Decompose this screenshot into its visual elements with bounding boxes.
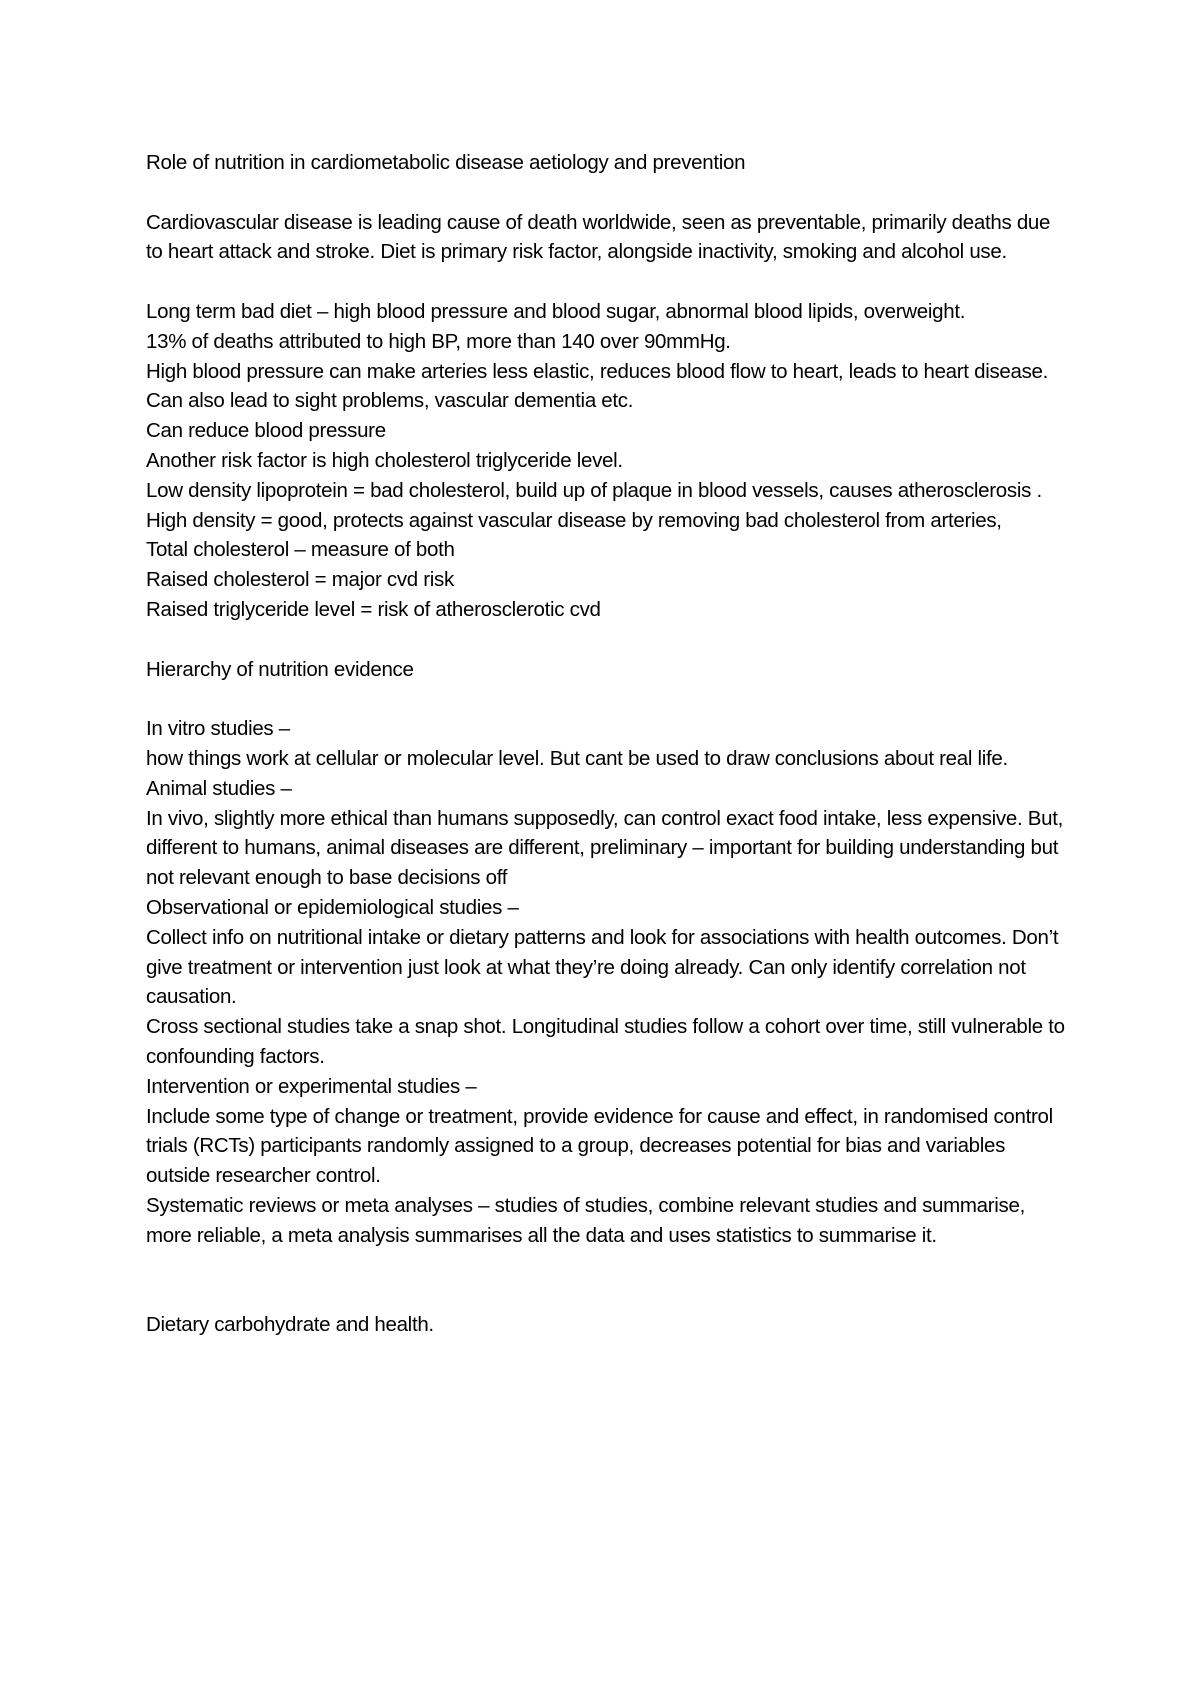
risk-line: Another risk factor is high cholesterol triglyceride level. <box>146 448 623 472</box>
evidence-line: how things work at cellular or molecular level. But cant be used to draw conclusions about real life. <box>146 746 1008 770</box>
risk-line: Low density lipoprotein = bad cholesterol, build up of plaque in blood vessels, causes atherosclerosis . <box>146 478 1042 502</box>
evidence-line: Intervention or experimental studies – <box>146 1074 477 1098</box>
document-title: Role of nutrition in cardiometabolic disease aetiology and prevention <box>146 151 746 174</box>
risk-line: Can reduce blood pressure <box>146 419 386 443</box>
evidence-line: Collect info on nutritional intake or dietary patterns and look for associations with health outcomes. Don’t give treatment or intervention just look at what they’re doing already. Can only identify correlation not causation. <box>146 925 1064 1009</box>
spacer <box>146 684 1066 714</box>
risk-line: Total cholesterol – measure of both <box>146 538 455 562</box>
risk-line: High density = good, protects against vascular disease by removing bad cholesterol from arteries, <box>146 508 1002 532</box>
hierarchy-heading: Hierarchy of nutrition evidence <box>146 657 414 681</box>
risk-line: 13% of deaths attributed to high BP, more than 140 over 90mmHg. <box>146 329 731 353</box>
intro-paragraph: Cardiovascular disease is leading cause of death worldwide, seen as preventable, primarily deaths due to heart attack and stroke. Diet is primary risk factor, alongside inactivity, smoking and alcohol use. <box>146 210 1056 264</box>
spacer <box>146 178 1066 208</box>
evidence-line: In vitro studies – <box>146 717 290 741</box>
risk-line: Raised triglyceride level = risk of atherosclerotic cvd <box>146 597 601 621</box>
document-page <box>146 148 1071 1340</box>
risk-line: High blood pressure can make arteries less elastic, reduces blood flow to heart, leads to heart disease. Can also lead to sight problems, vascular dementia etc. <box>146 359 1054 413</box>
next-section-heading: Dietary carbohydrate and health. <box>146 1313 434 1337</box>
evidence-line: In vivo, slightly more ethical than humans supposedly, can control exact food intake, less expensive. But, different to humans, animal diseases are different, preliminary – important for building understanding but not relevant enough to base decisions off <box>146 806 1069 890</box>
risk-line: Long term bad diet – high blood pressure and blood sugar, abnormal blood lipids, overweight. <box>146 299 966 323</box>
evidence-line: Cross sectional studies take a snap shot. Longitudinal studies follow a cohort over time, still vulnerable to confounding factors. <box>146 1015 1071 1068</box>
evidence-line: Animal studies – <box>146 776 292 800</box>
evidence-line: Include some type of change or treatment, provide evidence for cause and effect, in randomised control trials (RCTs) participants randomly assigned to a group, decreases potential for bias and variables outside researcher control. <box>146 1104 1059 1188</box>
evidence-line: Systematic reviews or meta analyses – studies of studies, combine relevant studies and summarise, more reliable, a meta analysis summarises all the data and uses statistics to summarise it. <box>146 1193 1031 1247</box>
spacer <box>146 625 1066 655</box>
risk-line: Raised cholesterol = major cvd risk <box>146 568 454 592</box>
spacer <box>146 1250 1066 1310</box>
evidence-line: Observational or epidemiological studies – <box>146 895 519 919</box>
spacer <box>146 267 1066 297</box>
